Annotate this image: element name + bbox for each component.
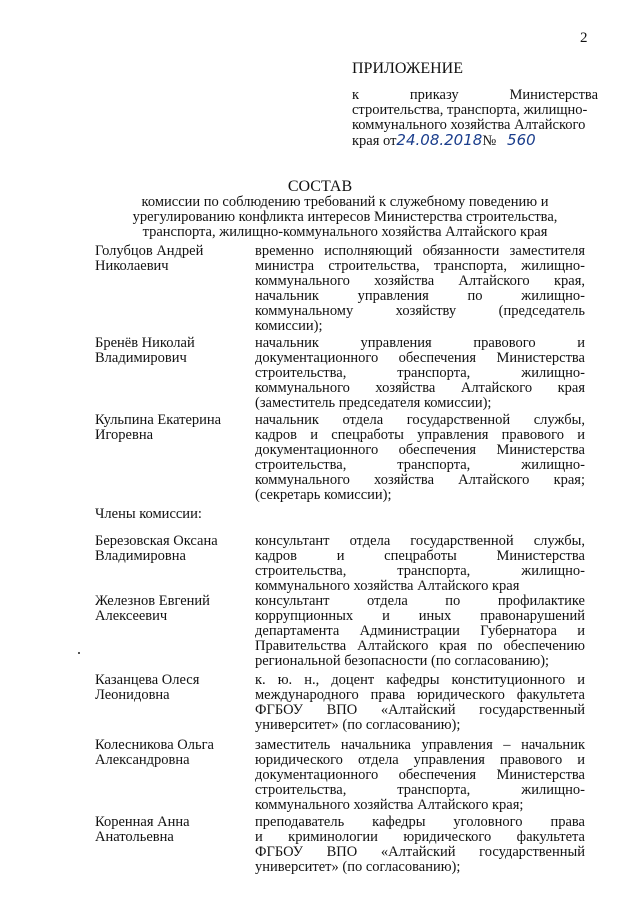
role-line: строительства, транспорта, жилищно- <box>255 365 585 381</box>
member-surname-name: Березовская Оксана <box>95 533 218 549</box>
member-role <box>255 534 585 594</box>
order-ministry: Министерства <box>509 87 599 103</box>
subtitle-line-2: урегулированию конфликта интересов Министерства строительства, <box>132 209 558 225</box>
member-patronymic: Николаевич <box>95 258 169 274</box>
member-patronymic: Александровна <box>95 752 190 768</box>
role-line: кадров и спецработы управления правового и <box>255 427 585 443</box>
member-surname-name: Железнов Евгений <box>95 593 210 609</box>
document-title: СОСТАВ <box>287 178 353 195</box>
member-surname-name: Бренёв Николай <box>95 335 195 351</box>
role-line: к. ю. н., доцент кафедры конституционного и <box>255 672 585 688</box>
member-surname-name: Кульпина Екатерина <box>95 412 222 428</box>
role-line: начальник управления правового и <box>255 335 585 351</box>
member-role <box>255 413 585 503</box>
member-patronymic: Анатольевна <box>95 829 174 845</box>
role-line: министра строительства, транспорта, жилищно- <box>255 258 585 274</box>
margin-mark <box>78 652 80 654</box>
role-line: консультант отдела государственной службы, <box>255 533 585 549</box>
member-surname-name: Колесникова Ольга <box>95 737 214 753</box>
member-patronymic: Владимирович <box>95 350 187 366</box>
role-line: юридического отдела управления правового и <box>255 752 585 768</box>
subtitle-line-3: транспорта, жилищно-коммунального хозяйства Алтайского края <box>142 224 548 240</box>
role-line: ФГБОУ ВПО «Алтайский государственный <box>255 702 585 718</box>
role-line: строительства, транспорта, жилищно- <box>255 782 585 798</box>
member-surname-name: Голубцов Андрей <box>95 243 204 259</box>
role-line: международного права юридического факультета <box>255 687 585 703</box>
order-line-4 <box>352 133 598 149</box>
role-line: (секретарь комиссии); <box>255 487 392 503</box>
role-line: документационного обеспечения Министерства <box>255 442 585 458</box>
member-patronymic: Леонидовна <box>95 687 170 703</box>
member-patronymic: Игоревна <box>95 427 154 443</box>
role-line: строительства, транспорта, жилищно- <box>255 563 585 579</box>
role-line: университет» (по согласованию); <box>255 717 461 733</box>
role-line: документационного обеспечения Министерства <box>255 350 585 366</box>
order-word: приказу <box>409 87 459 103</box>
member-name <box>95 594 245 624</box>
member-surname-name: Коренная Анна <box>95 814 190 830</box>
member-name <box>95 336 245 366</box>
document-subtitle <box>110 195 580 240</box>
role-line: коммунального хозяйства Алтайского края; <box>255 797 524 813</box>
handwritten-number: 560 <box>507 131 536 149</box>
appendix-title: ПРИЛОЖЕНИЕ <box>352 60 464 77</box>
role-line: преподаватель кафедры уголовного права <box>255 814 585 830</box>
member-name <box>95 738 245 768</box>
member-name <box>95 244 245 274</box>
member-name <box>95 413 245 443</box>
order-prefix: к <box>352 87 360 103</box>
role-line: консультант отдела по профилактике <box>255 593 585 609</box>
member-patronymic: Владимировна <box>95 548 186 564</box>
page-number: 2 <box>580 30 588 46</box>
number-sign: № <box>482 133 497 149</box>
member-patronymic: Алексеевич <box>95 608 168 624</box>
member-surname-name: Казанцева Олеся <box>95 672 200 688</box>
role-line: и криминологии юридического факультета <box>255 829 585 845</box>
member-role <box>255 244 585 334</box>
role-line: коммунального хозяйства Алтайского края, <box>255 273 585 289</box>
role-line: коммунальному хозяйству (председатель <box>255 303 585 319</box>
role-line: комиссии); <box>255 318 323 334</box>
member-role <box>255 673 585 733</box>
role-line: коррупционных и иных правонарушений <box>255 608 585 624</box>
role-line: коммунального хозяйства Алтайского края <box>255 578 520 594</box>
member-role <box>255 738 585 813</box>
order-line-1 <box>352 88 598 103</box>
role-line: региональной безопасности (по согласованию); <box>255 653 550 669</box>
role-line: начальник управления по жилищно- <box>255 288 585 304</box>
handwritten-date: 24.08.2018 <box>396 131 483 149</box>
member-role <box>255 815 585 875</box>
order-line-2: строительства, транспорта, жилищно- <box>352 102 588 118</box>
role-line: документационного обеспечения Министерства <box>255 767 585 783</box>
role-line: университет» (по согласованию); <box>255 859 461 875</box>
role-line: Правительства Алтайского края по обеспечению <box>255 638 585 654</box>
role-line: начальник отдела государственной службы, <box>255 412 585 428</box>
role-line: ФГБОУ ВПО «Алтайский государственный <box>255 844 585 860</box>
order-line-3: коммунального хозяйства Алтайского <box>352 117 586 133</box>
order-date-prefix: края от <box>352 133 397 149</box>
member-name <box>95 534 245 564</box>
role-line: департамента Администрации Губернатора и <box>255 623 585 639</box>
role-line: (заместитель председателя комиссии); <box>255 395 492 411</box>
member-role <box>255 594 585 669</box>
members-heading: Члены комиссии: <box>95 506 202 522</box>
role-line: коммунального хозяйства Алтайского края; <box>255 472 585 488</box>
member-role <box>255 336 585 411</box>
role-line: строительства, транспорта, жилищно- <box>255 457 585 473</box>
subtitle-line-1: комиссии по соблюдению требований к служебному поведению и <box>141 194 549 210</box>
order-reference <box>352 88 598 149</box>
member-name <box>95 815 245 845</box>
role-line: кадров и спецработы Министерства <box>255 548 585 564</box>
role-line: коммунального хозяйства Алтайского края <box>255 380 585 396</box>
member-name <box>95 673 245 703</box>
role-line: заместитель начальника управления – начальник <box>255 737 585 753</box>
role-line: временно исполняющий обязанности заместителя <box>255 243 585 259</box>
